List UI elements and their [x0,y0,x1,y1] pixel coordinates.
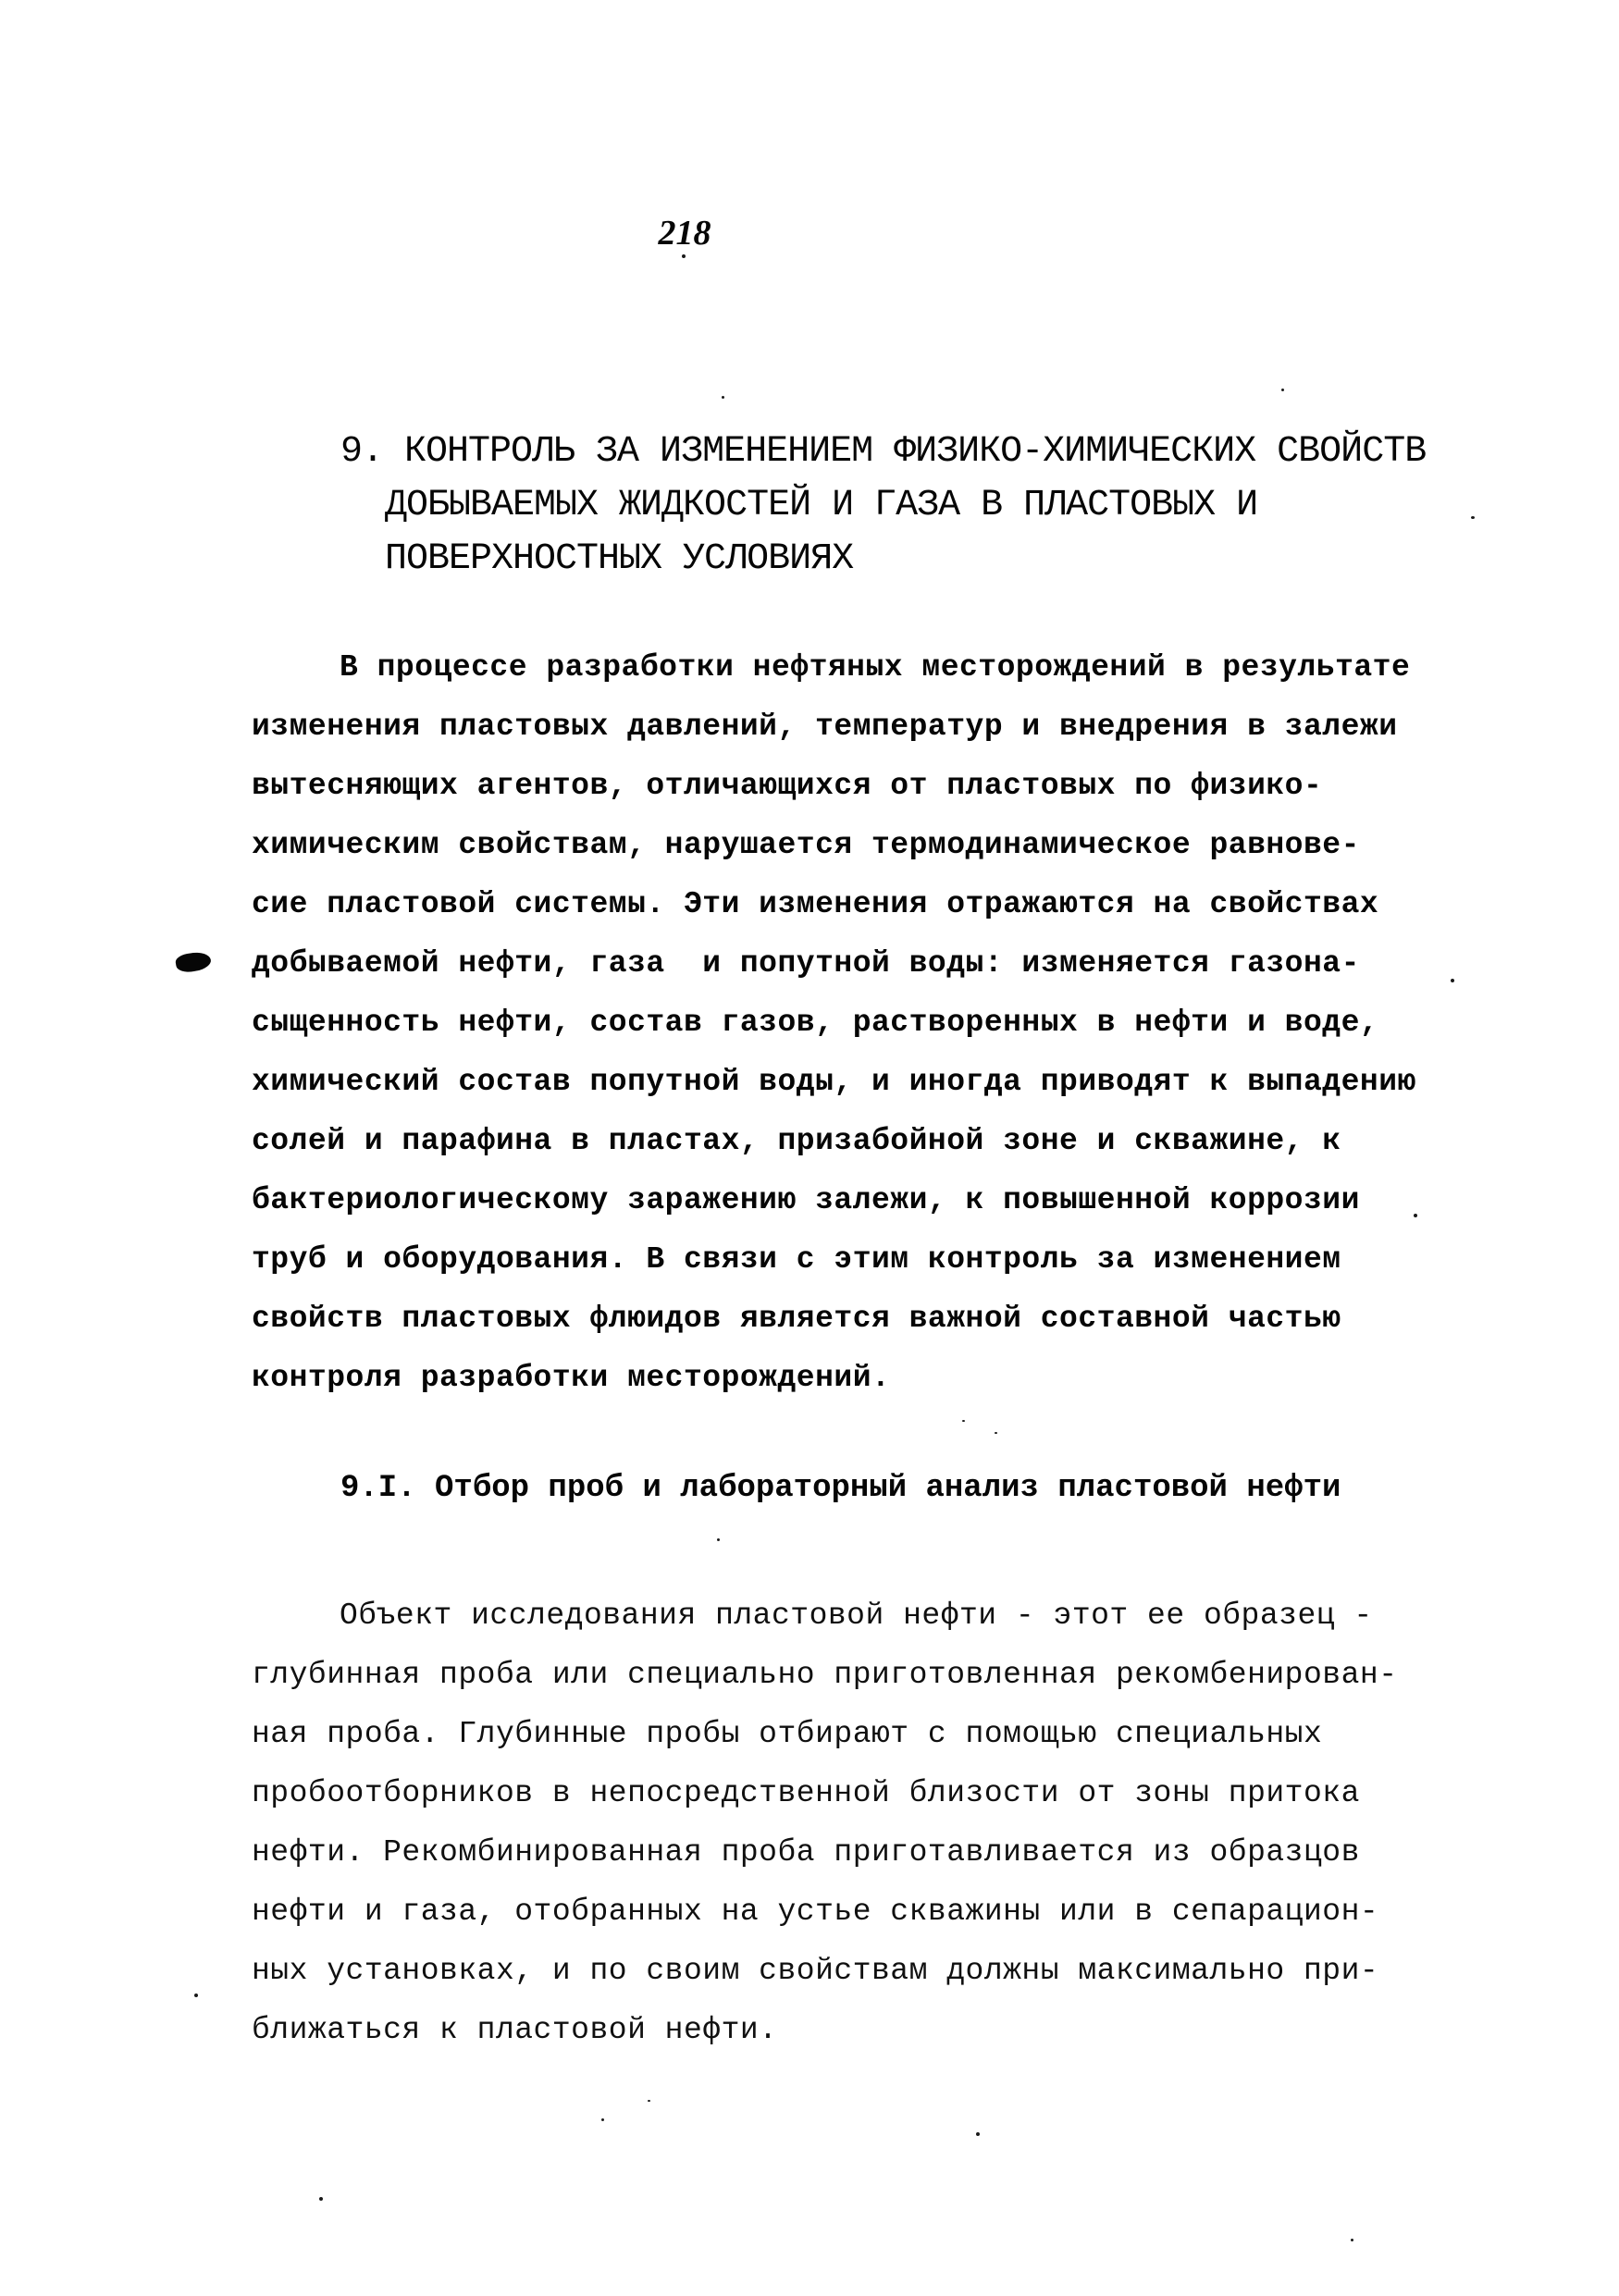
paragraph-line: глубинная проба или специально приготовленная рекомбенирован- [252,1658,1398,1692]
paragraph-line: ных установках, и по своим свойствам должны максимально при- [252,1954,1379,1988]
paragraph-line: бактериологическому заражению залежи, к повышенной коррозии [252,1183,1360,1217]
chapter-heading-line: ПОВЕРХНОСТНЫХ УСЛОВИЯХ [385,538,854,580]
paragraph-line: ная проба. Глубинные пробы отбирают с помощью специальных [252,1717,1323,1751]
scan-speck [1414,1214,1417,1217]
paragraph-line: химическим свойствам, нарушается термодинамическое равнове- [252,828,1360,862]
scan-speck [601,2118,604,2121]
paragraph-line: пробоотборников в непосредственной близости от зоны притока [252,1776,1360,1810]
scan-speck [976,2132,980,2136]
scan-speck [319,2197,323,2201]
scan-speck [1281,389,1284,391]
scan-speck [1451,979,1454,982]
margin-ink-mark [175,950,213,974]
chapter-heading-line: 9. КОНТРОЛЬ ЗА ИЗМЕНЕНИЕМ ФИЗИКО-ХИМИЧЕСКИХ СВОЙСТВ [340,431,1427,473]
paragraph-line: Объект исследования пластовой нефти - этот ее образец - [340,1599,1373,1633]
scan-speck [1351,2239,1353,2241]
paragraph-2 [252,1586,1417,2060]
paragraph-line: вытесняющих агентов, отличающихся от пластовых по физико- [252,769,1323,803]
paragraph-line: труб и оборудования. В связи с этим контроль за изменением [252,1242,1341,1277]
paragraph-line: контроля разработки месторождений. [252,1361,891,1395]
scan-speck [682,254,686,258]
chapter-heading [340,426,1427,586]
scan-speck [995,1432,997,1434]
paragraph-line: свойств пластовых флюидов является важной составной частью [252,1302,1341,1336]
scan-speck [194,1994,198,1997]
paragraph-1 [252,638,1417,1408]
scan-speck [717,1538,720,1541]
scan-speck [962,1420,965,1422]
paragraph-line: ближаться к пластовой нефти. [252,2013,778,2047]
paragraph-line: нефти. Рекомбинированная проба приготавливается из образцов [252,1835,1360,1870]
page-number: 218 [658,214,711,253]
scan-speck [648,2100,650,2102]
paragraph-line: химический состав попутной воды, и иногда приводят к выпадению [252,1065,1416,1099]
paragraph-line: В процессе разработки нефтяных месторождений в результате [340,650,1411,685]
paragraph-line: солей и парафина в пластах, призабойной зоне и скважине, к [252,1124,1341,1158]
paragraph-line: изменения пластовых давлений, температур и внедрения в залежи [252,710,1398,744]
paragraph-line: добываемой нефти, газа и попутной воды: изменяется газона- [252,946,1360,981]
section-heading: 9.I. Отбор проб и лабораторный анализ пластовой нефти [340,1471,1341,1506]
paragraph-line: сие пластовой системы. Эти изменения отражаются на свойствах [252,887,1379,921]
scan-speck [1471,516,1475,519]
scan-speck [722,396,724,399]
paragraph-line: нефти и газа, отобранных на устье скважины или в сепарацион- [252,1895,1379,1929]
chapter-heading-line: ДОБЫВАЕМЫХ ЖИДКОСТЕЙ И ГАЗА В ПЛАСТОВЫХ И [385,485,1258,526]
paragraph-line: сыщенность нефти, состав газов, растворенных в нефти и воде, [252,1006,1379,1040]
